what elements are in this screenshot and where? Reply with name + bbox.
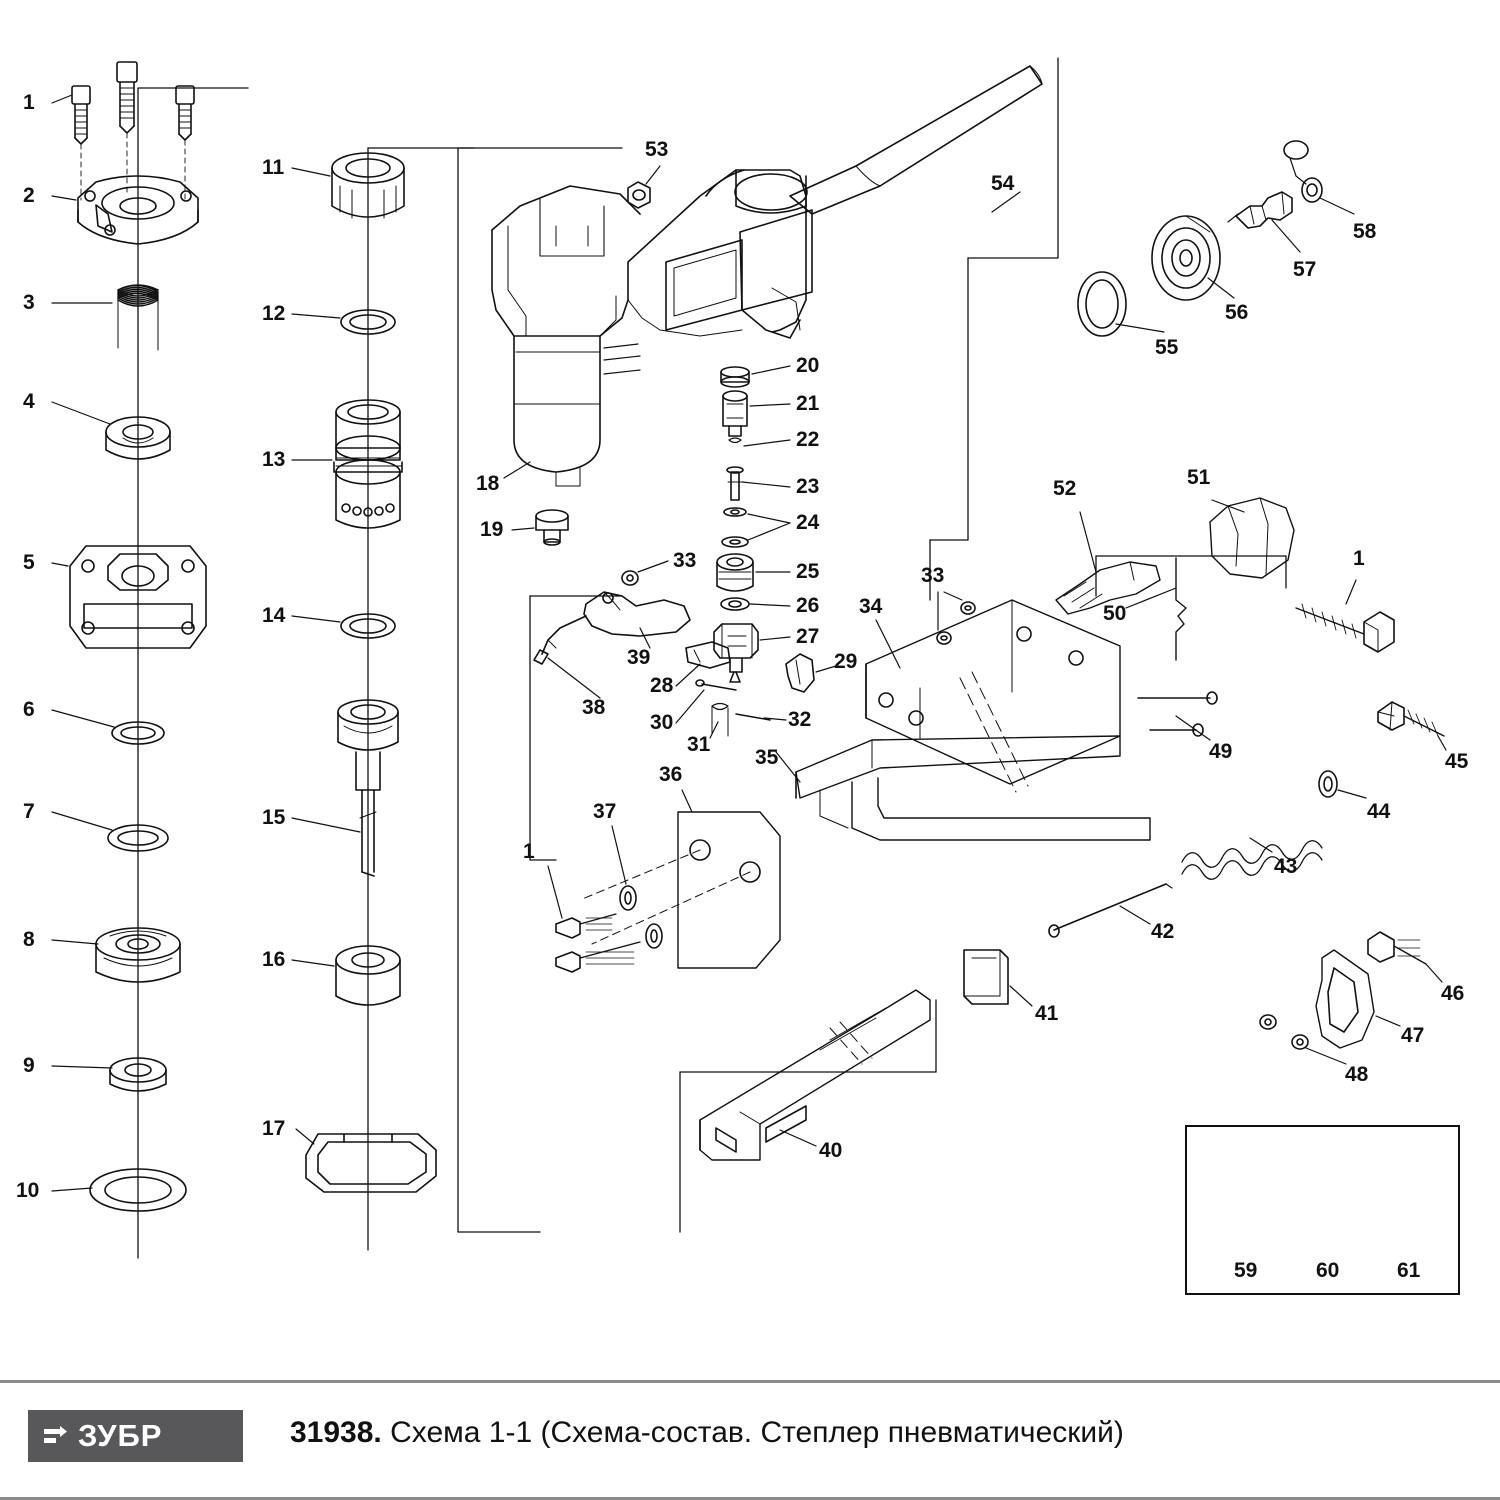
document-caption: [290, 1416, 1124, 1450]
callout-15: 15: [262, 806, 286, 829]
callout-39: 39: [627, 646, 651, 669]
document-description: Схема 1-1 (Схема-состав. Степлер пневматический): [390, 1416, 1124, 1449]
callout-18: 18: [476, 472, 500, 495]
callout-48: 48: [1345, 1063, 1369, 1086]
callout-16: 16: [262, 948, 286, 971]
callout-31: 31: [687, 733, 711, 756]
callout-54: 54: [991, 172, 1015, 195]
callout-24: 24: [796, 511, 820, 534]
callout-43: 43: [1274, 855, 1298, 878]
zubr-arrow-icon: [42, 1423, 68, 1449]
callout-52: 52: [1053, 477, 1077, 500]
callout-60: 60: [1316, 1259, 1340, 1282]
callout-33: 33: [673, 549, 697, 572]
callout-51: 51: [1187, 466, 1211, 489]
callout-2: 2: [23, 184, 35, 207]
callout-1: 1: [23, 91, 35, 114]
callout-53: 53: [645, 138, 669, 161]
callout-58: 58: [1353, 220, 1377, 243]
callout-40: 40: [819, 1139, 843, 1162]
callout-50: 50: [1103, 602, 1127, 625]
callout-45: 45: [1445, 750, 1469, 773]
callout-8: 8: [23, 928, 35, 951]
callout-29: 29: [834, 650, 858, 673]
callout-41: 41: [1035, 1002, 1059, 1025]
callout-23: 23: [796, 475, 820, 498]
callout-13: 13: [262, 448, 286, 471]
callout-38: 38: [582, 696, 606, 719]
callout-46: 46: [1441, 982, 1465, 1005]
callout-21: 21: [796, 392, 820, 415]
callout-14: 14: [262, 604, 286, 627]
callout-42: 42: [1151, 920, 1175, 943]
callout-7: 7: [23, 800, 35, 823]
callout-4: 4: [23, 390, 35, 413]
callout-36: 36: [659, 763, 683, 786]
footer: [0, 1380, 1500, 1500]
brand-name: ЗУБР: [78, 1418, 163, 1453]
callout-20: 20: [796, 354, 820, 377]
callout-56: 56: [1225, 301, 1249, 324]
callout-10: 10: [16, 1179, 40, 1202]
callout-32: 32: [788, 708, 812, 731]
callout-59: 59: [1234, 1259, 1258, 1282]
callout-37: 37: [593, 800, 617, 823]
brand-logo: [28, 1410, 243, 1462]
callout-35: 35: [755, 746, 779, 769]
callout-6: 6: [23, 698, 35, 721]
callout-27: 27: [796, 625, 820, 648]
callout-5: 5: [23, 551, 35, 574]
callout-17: 17: [262, 1117, 286, 1140]
callout-25: 25: [796, 560, 820, 583]
callout-34: 34: [859, 595, 883, 618]
callout-55: 55: [1155, 336, 1179, 359]
callout-28: 28: [650, 674, 674, 697]
callout-26: 26: [796, 594, 820, 617]
callout-33-right: 33: [921, 564, 945, 587]
callout-30: 30: [650, 711, 674, 734]
callout-49: 49: [1209, 740, 1233, 763]
callout-44: 44: [1367, 800, 1391, 823]
callout-19: 19: [480, 518, 504, 541]
callout-57: 57: [1293, 258, 1317, 281]
footer-top-divider: [0, 1380, 1500, 1383]
callout-1-right: 1: [1353, 547, 1365, 570]
callout-3: 3: [23, 291, 35, 314]
callout-11: 11: [262, 156, 285, 179]
callout-22: 22: [796, 428, 820, 451]
callout-61: 61: [1397, 1259, 1421, 1282]
callout-12: 12: [262, 302, 286, 325]
callout-47: 47: [1401, 1024, 1425, 1047]
callout-1-lower-left: 1: [523, 840, 535, 863]
document-code: 31938.: [290, 1416, 382, 1449]
callout-9: 9: [23, 1054, 35, 1077]
